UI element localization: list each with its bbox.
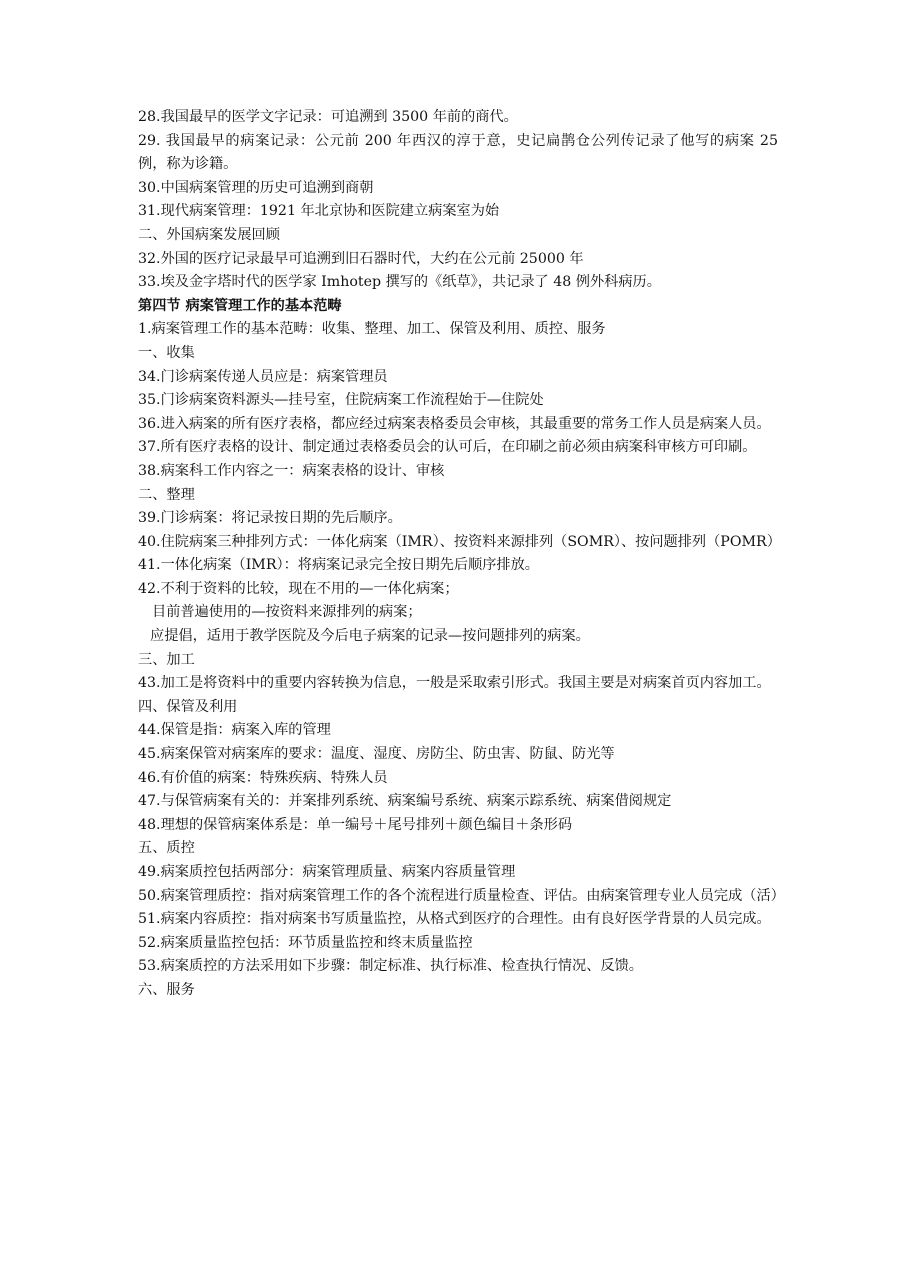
- text-paragraph: 四、保管及利用: [138, 698, 238, 715]
- text-paragraph: 二、整理: [138, 486, 195, 503]
- text-paragraph: 二、外国病案发展回顾: [138, 226, 280, 243]
- text-paragraph: 45.病案保管对病案库的要求：温度、湿度、房防尘、防虫害、防鼠、防光等: [138, 746, 615, 763]
- text-paragraph: 46.有价值的病案：特殊疾病、特殊人员: [138, 769, 388, 786]
- text-paragraph: 40.住院病案三种排列方式：一体化病案（IMR）、按资料来源排列（SOMR）、按问题排列（POMR）: [138, 533, 781, 550]
- document-body: [138, 106, 785, 1003]
- text-paragraph: 34.门诊病案传递人员应是：病案管理员: [138, 368, 388, 385]
- text-paragraph: 三、加工: [138, 651, 195, 668]
- text-paragraph: 43.加工是将资料中的重要内容转换为信息，一般是采取索引形式。我国主要是对病案首页内容加工。: [138, 675, 771, 692]
- text-paragraph: 50.病案管理质控：指对病案管理工作的各个流程进行质量检查、评估。由病案管理专业人员完成（活）: [138, 887, 785, 904]
- text-paragraph: 53.病案质控的方法采用如下步骤：制定标准、执行标准、检查执行情况、反馈。: [138, 958, 643, 975]
- text-paragraph: 35.门诊病案资料源头—挂号室，住院病案工作流程始于—住院处: [138, 392, 544, 409]
- text-paragraph: 49.病案质控包括两部分：病案管理质量、病案内容质量管理: [138, 864, 516, 880]
- text-paragraph: 47.与保管病案有关的：并案排列系统、病案编号系统、病案示踪系统、病案借阅规定: [138, 793, 672, 810]
- text-paragraph: 六、服务: [138, 981, 195, 998]
- text-paragraph: 42.不利于资料的比较，现在不用的—一体化病案；: [138, 580, 459, 597]
- text-paragraph: 51.病案内容质控：指对病案书写质量监控，从格式到医疗的合理性。由有良好医学背景的人员完成。: [138, 911, 771, 928]
- text-paragraph: 28.我国最早的医学文字记录：可追溯到 3500 年前的商代。: [138, 109, 518, 125]
- indented-paragraph: 目前普遍使用的—按资料来源排列的病案；: [152, 604, 422, 621]
- text-paragraph: 44.保管是指：病案入库的管理: [138, 722, 331, 739]
- text-paragraph: 1.病案管理工作的基本范畴：收集、整理、加工、保管及利用、质控、服务: [138, 321, 606, 338]
- text-paragraph: 39.门诊病案：将记录按日期的先后顺序。: [138, 510, 402, 527]
- text-paragraph: 31.现代病案管理：1921 年北京协和医院建立病案室为始: [138, 203, 500, 220]
- text-paragraph: 32.外国的医疗记录最早可追溯到旧石器时代，大约在公元前 25000 年: [138, 250, 584, 267]
- text-paragraph: 37.所有医疗表格的设计、制定通过表格委员会的认可后，在印刷之前必须由病案科审核方可印刷。: [138, 439, 757, 456]
- text-paragraph: 30.中国病案管理的历史可追溯到商朝: [138, 179, 374, 196]
- indented-paragraph: 应提倡，适用于教学医院及今后电子病案的记录—按问题排列的病案。: [150, 628, 590, 645]
- text-paragraph: 一、收集: [138, 344, 195, 361]
- text-paragraph: 33.埃及金字塔时代的医学家 Imhotep 撰写的《纸草》，共记录了 48 例外科病历。: [138, 274, 661, 291]
- text-paragraph: 52.病案质量监控包括：环节质量监控和终末质量监控: [138, 934, 473, 951]
- text-paragraph: 五、质控: [138, 840, 195, 857]
- text-paragraph: 36.进入病案的所有医疗表格，都应经过病案表格委员会审核，其最重要的常务工作人员是病案人员。: [138, 415, 771, 432]
- text-paragraph: 38.病案科工作内容之一：病案表格的设计、审核: [138, 462, 445, 479]
- text-paragraph: 41.一体化病案（IMR）：将病案记录完全按日期先后顺序排放。: [138, 557, 539, 574]
- text-paragraph: 48.理想的保管病案体系是：单一编号＋尾号排列＋颜色编目＋条形码: [138, 816, 573, 833]
- section-heading: 第四节 病案管理工作的基本范畴: [138, 297, 342, 314]
- text-paragraph: 29. 我国最早的病案记录：公元前 200 年西汉的淳于意，史记扁鹊仓公列传记录了他写的病案 25 例，称为诊籍。: [138, 132, 778, 173]
